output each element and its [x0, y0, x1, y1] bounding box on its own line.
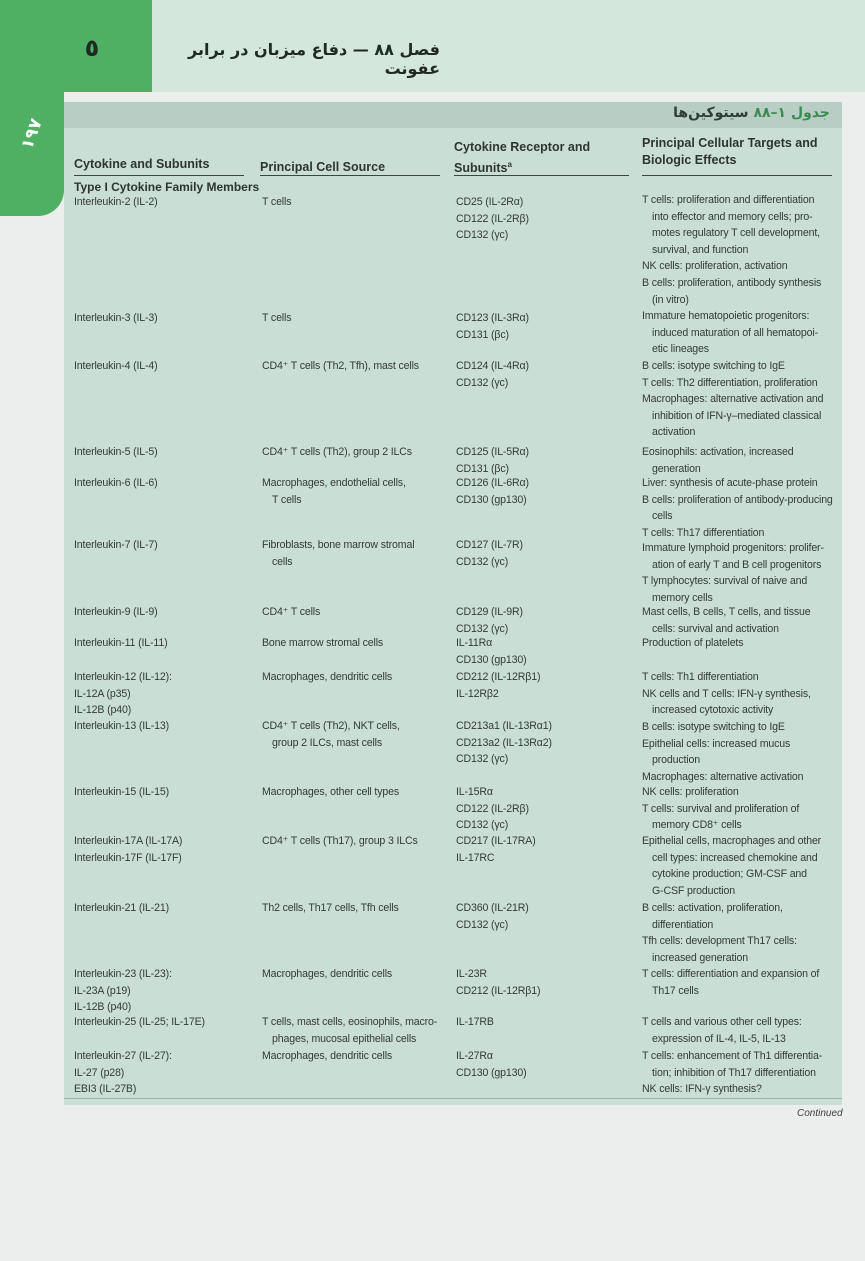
cell-receptor — [456, 310, 636, 343]
effects-line: generation — [652, 462, 701, 475]
source-line: Macrophages, dendritic cells — [262, 968, 393, 980]
receptor-line: CD129 (IL-9R) — [456, 606, 523, 618]
effects-line: Macrophages: alternative activation and — [642, 393, 824, 406]
receptor-line: CD132 (γc) — [456, 622, 509, 635]
receptor-line: CD130 (gp130) — [456, 653, 527, 666]
cell-source — [262, 310, 447, 327]
effects-line: T cells: Th2 differentiation, proliferation — [642, 376, 818, 389]
name-line: Interleukin-13 (IL-13) — [74, 720, 170, 732]
table-bottom-rule — [64, 1098, 842, 1099]
effects-line: ation of early T and B cell progenitors — [652, 558, 822, 571]
cell-source — [262, 1048, 447, 1065]
name-line: Interleukin-17A (IL-17A) — [74, 835, 183, 847]
table-caption-bar — [64, 102, 842, 128]
header-cytokine-receptor — [454, 139, 590, 177]
cell-receptor — [456, 900, 636, 933]
receptor-line: CD132 (γc) — [456, 918, 509, 931]
source-line: T cells — [272, 493, 302, 506]
cell-receptor — [456, 1048, 636, 1081]
effects-line: expression of IL-4, IL-5, IL-13 — [652, 1032, 786, 1045]
cell-effects — [642, 719, 837, 785]
receptor-line: CD212 (IL-12Rβ1) — [456, 671, 541, 683]
receptor-line: CD212 (IL-12Rβ1) — [456, 984, 541, 997]
cell-name — [74, 833, 254, 866]
receptor-line: IL-17RC — [456, 851, 495, 864]
source-line: Macrophages, dendritic cells — [262, 1050, 393, 1062]
table-caption-title: سیتوکین‌ها — [673, 105, 749, 121]
effects-line: Mast cells, B cells, T cells, and tissue — [642, 606, 811, 618]
cell-name — [74, 900, 254, 917]
receptor-line: CD130 (gp130) — [456, 493, 527, 506]
receptor-line: CD131 (βc) — [456, 462, 509, 475]
name-line: Interleukin-15 (IL-15) — [74, 786, 170, 798]
effects-line: cytokine production; GM-CSF and — [652, 868, 807, 881]
effects-line: activation — [652, 426, 696, 439]
header-rule-col3 — [454, 175, 629, 176]
name-line: Interleukin-6 (IL-6) — [74, 477, 158, 489]
cell-effects — [642, 900, 837, 966]
cell-source — [262, 718, 447, 751]
effects-line: B cells: proliferation, antibody synthesis — [642, 276, 822, 289]
effects-line: B cells: activation, proliferation, — [642, 902, 783, 914]
source-line: CD4⁺ T cells (Th17), group 3 ILCs — [262, 835, 418, 847]
source-line: CD4⁺ T cells (Th2, Tfh), mast cells — [262, 360, 419, 372]
cell-name — [74, 475, 254, 492]
cell-effects — [642, 669, 837, 719]
header-receptor-footnote-mark: a — [507, 160, 512, 169]
cell-name — [74, 966, 254, 1016]
source-line: cells — [272, 555, 293, 568]
receptor-line: CD213a1 (IL-13Rα1) — [456, 720, 552, 732]
effects-line: Immature lymphoid progenitors: prolifer- — [642, 542, 824, 554]
name-line: IL-12A (p35) — [74, 687, 131, 700]
cell-name — [74, 604, 254, 621]
name-line: IL-12B (p40) — [74, 704, 132, 717]
source-line: T cells — [262, 196, 292, 208]
header-rule-col4 — [642, 175, 832, 176]
effects-line: into effector and memory cells; pro- — [652, 210, 813, 223]
name-line: IL-27 (p28) — [74, 1066, 125, 1079]
cell-name — [74, 358, 254, 375]
receptor-line: IL-15Rα — [456, 786, 493, 798]
effects-line: increased cytotoxic activity — [652, 704, 774, 717]
effects-line: inhibition of IFN-γ–mediated classical — [652, 409, 822, 422]
cell-effects — [642, 604, 837, 637]
cell-source — [262, 900, 447, 917]
effects-line: (in vitro) — [652, 293, 689, 306]
effects-line: tion; inhibition of Th17 differentiation — [652, 1066, 816, 1079]
cell-name — [74, 537, 254, 554]
cell-source — [262, 444, 447, 461]
effects-line: T cells: proliferation and differentiation — [642, 194, 815, 206]
cell-effects — [642, 444, 837, 477]
receptor-line: CD123 (IL-3Rα) — [456, 312, 529, 324]
receptor-line: CD25 (IL-2Rα) — [456, 196, 524, 208]
cell-name — [74, 1048, 254, 1098]
effects-line: T cells: Th17 differentiation — [642, 526, 765, 539]
effects-line: cells — [652, 510, 673, 523]
effects-line: NK cells: proliferation — [642, 786, 739, 798]
effects-line: motes regulatory T cell development, — [652, 227, 820, 240]
name-line: Interleukin-2 (IL-2) — [74, 196, 158, 208]
effects-line: B cells: isotype switching to IgE — [642, 721, 785, 733]
source-line: Macrophages, other cell types — [262, 786, 399, 798]
cell-name — [74, 635, 254, 652]
source-line: CD4⁺ T cells — [262, 606, 321, 618]
name-line: Interleukin-23 (IL-23): — [74, 968, 172, 980]
cell-effects — [642, 1048, 837, 1098]
receptor-line: CD130 (gp130) — [456, 1066, 527, 1079]
effects-line: induced maturation of all hematopoi- — [652, 326, 818, 339]
header-receptor-line1: Cytokine Receptor and — [454, 140, 591, 154]
source-line: group 2 ILCs, mast cells — [272, 736, 383, 749]
effects-line: increased generation — [652, 951, 748, 964]
cell-source — [262, 966, 447, 983]
table-caption — [673, 105, 830, 121]
header-rule-col2 — [260, 175, 440, 176]
receptor-line: CD132 (γc) — [456, 555, 509, 568]
cell-effects — [642, 1014, 837, 1047]
cell-source — [262, 833, 447, 850]
source-line: CD4⁺ T cells (Th2), NKT cells, — [262, 720, 400, 732]
receptor-line: CD132 (γc) — [456, 753, 509, 766]
effects-line: T cells: enhancement of Th1 differentia- — [642, 1050, 823, 1062]
name-line: Interleukin-27 (IL-27): — [74, 1050, 172, 1062]
effects-line: survival, and function — [652, 243, 749, 256]
cell-source — [262, 475, 447, 508]
cell-receptor — [456, 966, 636, 999]
receptor-line: IL-11Rα — [456, 637, 493, 649]
cell-receptor — [456, 475, 636, 508]
name-line: Interleukin-12 (IL-12): — [74, 671, 172, 683]
effects-line: T cells and various other cell types: — [642, 1016, 802, 1028]
cell-effects — [642, 784, 837, 834]
effects-line: Tfh cells: development Th17 cells: — [642, 935, 797, 948]
cell-receptor — [456, 784, 636, 834]
source-line: phages, mucosal epithelial cells — [272, 1032, 417, 1045]
effects-line: B cells: isotype switching to IgE — [642, 360, 785, 372]
source-line: CD4⁺ T cells (Th2), group 2 ILCs — [262, 446, 412, 458]
name-line: Interleukin-25 (IL-25; IL-17E) — [74, 1016, 205, 1028]
cell-name — [74, 444, 254, 461]
source-line: Fibroblasts, bone marrow stromal — [262, 539, 415, 551]
source-line: Macrophages, endothelial cells, — [262, 477, 406, 489]
source-line: Macrophages, dendritic cells — [262, 671, 393, 683]
effects-line: G-CSF production — [652, 884, 735, 897]
effects-line: T lymphocytes: survival of naive and — [642, 575, 808, 588]
receptor-line: CD217 (IL-17RA) — [456, 835, 536, 847]
effects-line: B cells: proliferation of antibody-producing — [642, 493, 833, 506]
cell-receptor — [456, 604, 636, 637]
cell-receptor — [456, 194, 636, 244]
cell-receptor — [456, 718, 636, 768]
receptor-line: CD360 (IL-21R) — [456, 902, 529, 914]
name-line: Interleukin-3 (IL-3) — [74, 312, 158, 324]
group-title: Type I Cytokine Family Members — [74, 180, 260, 194]
cell-name — [74, 718, 254, 735]
source-line: T cells — [262, 312, 292, 324]
cell-effects — [642, 475, 837, 541]
name-line: Interleukin-4 (IL-4) — [74, 360, 158, 372]
effects-line: memory cells — [652, 591, 713, 604]
receptor-line: CD122 (IL-2Rβ) — [456, 212, 529, 225]
cell-source — [262, 358, 447, 375]
effects-line: Macrophages: alternative activation — [642, 770, 804, 783]
receptor-line: CD132 (γc) — [456, 819, 509, 832]
cell-source — [262, 784, 447, 801]
header-receptor-line2: Subunits — [454, 161, 508, 176]
cell-name — [74, 310, 254, 327]
receptor-line: CD132 (γc) — [456, 376, 509, 389]
effects-line: Liver: synthesis of acute-phase protein — [642, 477, 818, 489]
continued-label: Continued — [797, 1108, 843, 1119]
effects-line: T cells: survival and proliferation of — [642, 802, 800, 815]
effects-line: NK cells: IFN-γ synthesis? — [642, 1083, 762, 1096]
cell-receptor — [456, 358, 636, 391]
side-tab — [0, 92, 64, 216]
cell-effects — [642, 358, 837, 441]
source-line: Bone marrow stromal cells — [262, 637, 384, 649]
page-number-tab — [0, 0, 152, 92]
cell-name — [74, 669, 254, 719]
header-targets-line2: Biologic Effects — [642, 153, 737, 167]
cell-source — [262, 635, 447, 652]
receptor-line: CD131 (βc) — [456, 328, 509, 341]
name-line: Interleukin-17F (IL-17F) — [74, 851, 182, 864]
cell-receptor — [456, 444, 636, 477]
receptor-line: IL-27Rα — [456, 1050, 493, 1062]
page-number: ٥ — [84, 34, 100, 62]
cell-effects — [642, 833, 837, 899]
cell-source — [262, 604, 447, 621]
cell-source — [262, 537, 447, 570]
chapter-title: فصل ٨٨ — دفاع میزبان در برابر عفونت — [188, 40, 440, 78]
name-line: Interleukin-11 (IL-11) — [74, 637, 168, 649]
cell-receptor — [456, 1014, 636, 1031]
receptor-line: CD127 (IL-7R) — [456, 539, 523, 551]
receptor-line: CD126 (IL-6Rα) — [456, 477, 529, 489]
cell-source — [262, 1014, 447, 1047]
effects-line: etic lineages — [652, 343, 709, 356]
cell-effects — [642, 966, 837, 999]
cell-effects — [642, 540, 837, 606]
effects-line: cells: survival and activation — [652, 622, 779, 635]
header-principal-targets — [642, 135, 818, 169]
effects-line: T cells: Th1 differentiation — [642, 671, 759, 683]
header-targets-line1: Principal Cellular Targets and — [642, 136, 818, 150]
name-line: IL-23A (p19) — [74, 984, 131, 997]
cell-name — [74, 1014, 254, 1031]
cell-receptor — [456, 635, 636, 668]
source-line: Th2 cells, Th17 cells, Tfh cells — [262, 902, 399, 914]
effects-line: production — [652, 754, 700, 767]
cell-name — [74, 194, 254, 211]
cell-effects — [642, 192, 837, 308]
effects-line: Epithelial cells, macrophages and other — [642, 835, 822, 847]
receptor-line: CD125 (IL-5Rα) — [456, 446, 529, 458]
header-rule-col1 — [74, 175, 244, 176]
cell-effects — [642, 635, 837, 652]
header-principal-cell-source: Principal Cell Source — [260, 160, 386, 174]
effects-line: cell types: increased chemokine and — [652, 851, 818, 864]
effects-line: memory CD8⁺ cells — [652, 819, 742, 832]
effects-line: NK cells and T cells: IFN-γ synthesis, — [642, 687, 811, 700]
receptor-line: CD213a2 (IL-13Rα2) — [456, 736, 552, 749]
effects-line: NK cells: proliferation, activation — [642, 260, 788, 273]
cell-receptor — [456, 669, 636, 702]
effects-line: differentiation — [652, 918, 714, 931]
name-line: Interleukin-7 (IL-7) — [74, 539, 158, 551]
source-line: T cells, mast cells, eosinophils, macro- — [262, 1016, 438, 1028]
effects-line: T cells: differentiation and expansion of — [642, 968, 820, 980]
name-line: Interleukin-21 (IL-21) — [74, 902, 170, 914]
receptor-line: IL-17RB — [456, 1016, 494, 1028]
side-tab-label: ۱۹۷ — [17, 115, 47, 153]
receptor-line: CD124 (IL-4Rα) — [456, 360, 529, 372]
cell-receptor — [456, 833, 636, 866]
cell-source — [262, 194, 447, 211]
cytokine-table — [64, 102, 842, 1105]
name-line: EBI3 (IL-27B) — [74, 1083, 137, 1096]
name-line: IL-12B (p40) — [74, 1001, 132, 1014]
cell-source — [262, 669, 447, 686]
receptor-line: CD122 (IL-2Rβ) — [456, 802, 529, 815]
effects-line: Production of platelets — [642, 637, 744, 649]
cell-name — [74, 784, 254, 801]
cell-effects — [642, 308, 837, 358]
cell-receptor — [456, 537, 636, 570]
receptor-line: IL-23R — [456, 968, 487, 980]
effects-line: Immature hematopoietic progenitors: — [642, 310, 810, 322]
receptor-line: IL-12Rβ2 — [456, 687, 499, 700]
name-line: Interleukin-5 (IL-5) — [74, 446, 158, 458]
effects-line: Eosinophils: activation, increased — [642, 446, 794, 458]
effects-line: Th17 cells — [652, 984, 699, 997]
effects-line: Epithelial cells: increased mucus — [642, 737, 791, 750]
name-line: Interleukin-9 (IL-9) — [74, 606, 158, 618]
header-cytokine-and-subunits: Cytokine and Subunits — [74, 157, 210, 171]
receptor-line: CD132 (γc) — [456, 229, 509, 242]
table-caption-number: جدول ۱–۸۸ — [753, 105, 830, 121]
